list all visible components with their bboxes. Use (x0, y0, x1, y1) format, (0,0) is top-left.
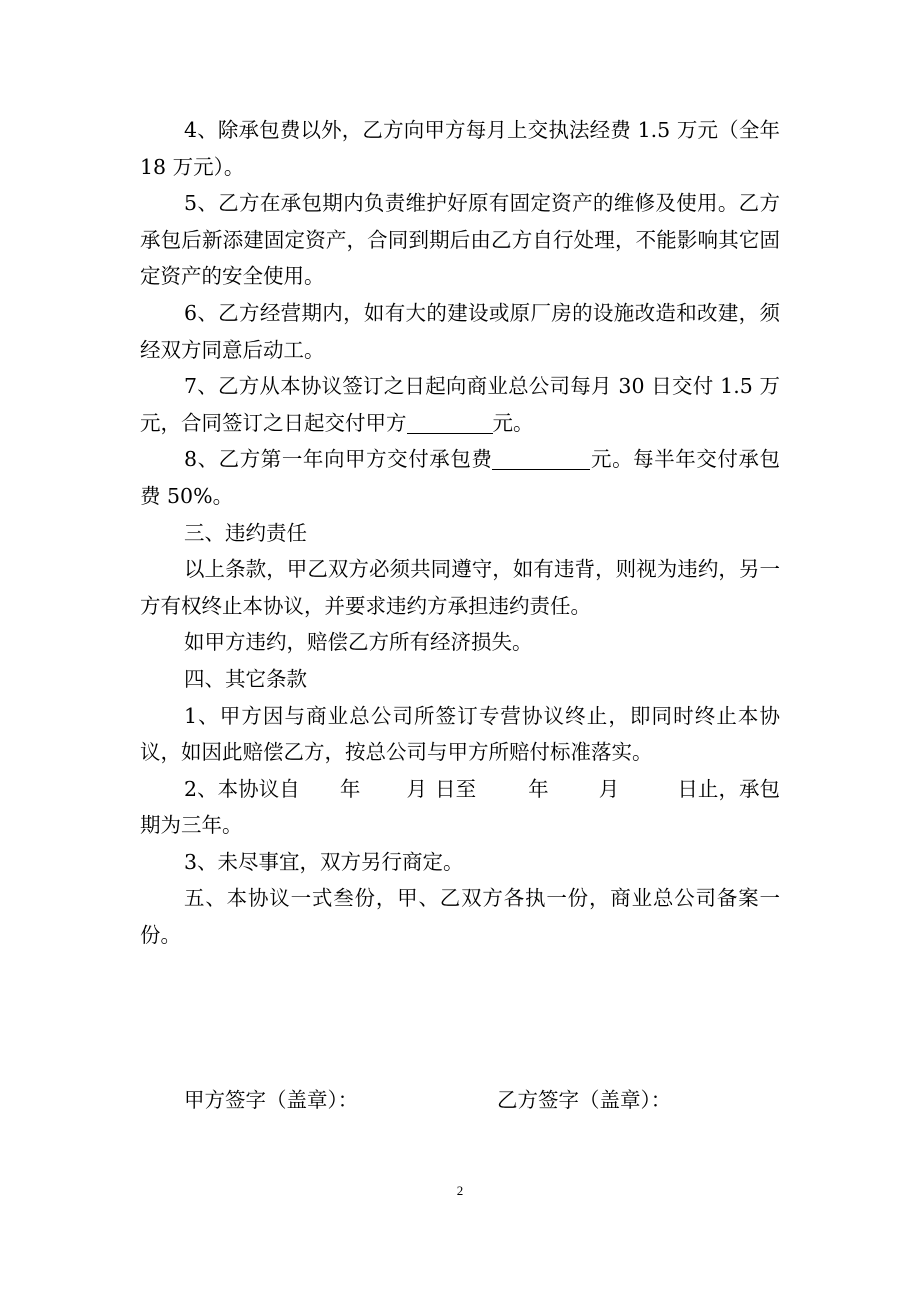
breach-paragraph: 以上条款，甲乙双方必须共同遵守，如有违背，则视为违约，另一方有权终止本协议，并要求违约方承担违约责任。 (140, 557, 780, 618)
term-day-to: 日至 (435, 776, 477, 801)
payment-amount-blank (407, 411, 493, 434)
section-5: 五、本协议一式叁份，甲、乙双方各执一份，商业总公司备案一份。 (140, 886, 780, 948)
clause-4: 4、除承包费以外，乙方向甲方每月上交执法经费 1.5 万元（全年 18 万元）。 (140, 118, 780, 179)
contract-fee-blank (492, 447, 590, 470)
document-body (140, 112, 780, 954)
clause-7-unit: 元。 (492, 410, 534, 435)
clause-8-rest: 元。每半年交付承包费 50%。 (140, 447, 780, 508)
clause-7-text: 7、乙方从本协议签订之日起向商业总公司每月 30 日交付 1.5 万元，合同签订之日起交付甲方 (140, 374, 780, 435)
page-number: 2 (456, 1183, 464, 1198)
section-3-heading: 三、违约责任 (184, 520, 307, 545)
other-clause-1: 1、甲方因与商业总公司所签订专营协议终止，即同时终止本协议，如因此赔偿乙方，按总公司与甲方所赔付标准落实。 (140, 703, 780, 765)
clause-8 (140, 441, 780, 514)
term-month-2: 月 (598, 776, 620, 801)
party-b-signature-label: 乙方签字（盖章）： (497, 1088, 672, 1112)
term-prefix: 2、本协议自 (184, 776, 300, 801)
party-a-signature-label: 甲方签字（盖章）： (184, 1088, 359, 1112)
clause-8-text: 8、乙方第一年向甲方交付承包费 (184, 447, 493, 472)
term-suffix: 日止，承包期为三年。 (140, 776, 781, 838)
breach-compensation: 如甲方违约，赔偿乙方所有经济损失。 (184, 630, 533, 655)
term-year-2: 年 (528, 776, 549, 801)
other-clause-3: 3、未尽事宜，双方另行商定。 (184, 849, 464, 874)
clause-6: 6、乙方经营期内，如有大的建设或原厂房的设施改造和改建，须经双方同意后动工。 (140, 300, 780, 362)
clause-5: 5、乙方在承包期内负责维护好原有固定资产的维修及使用。乙方承包后新添建固定资产，合同到期后由乙方自行处理，不能影响其它固定资产的安全使用。 (140, 191, 780, 289)
term-year-1: 年 (339, 776, 361, 801)
clause-7 (140, 368, 780, 441)
term-month-1: 月 (406, 776, 427, 801)
other-clause-2 (140, 771, 780, 844)
section-4-heading: 四、其它条款 (184, 666, 307, 691)
